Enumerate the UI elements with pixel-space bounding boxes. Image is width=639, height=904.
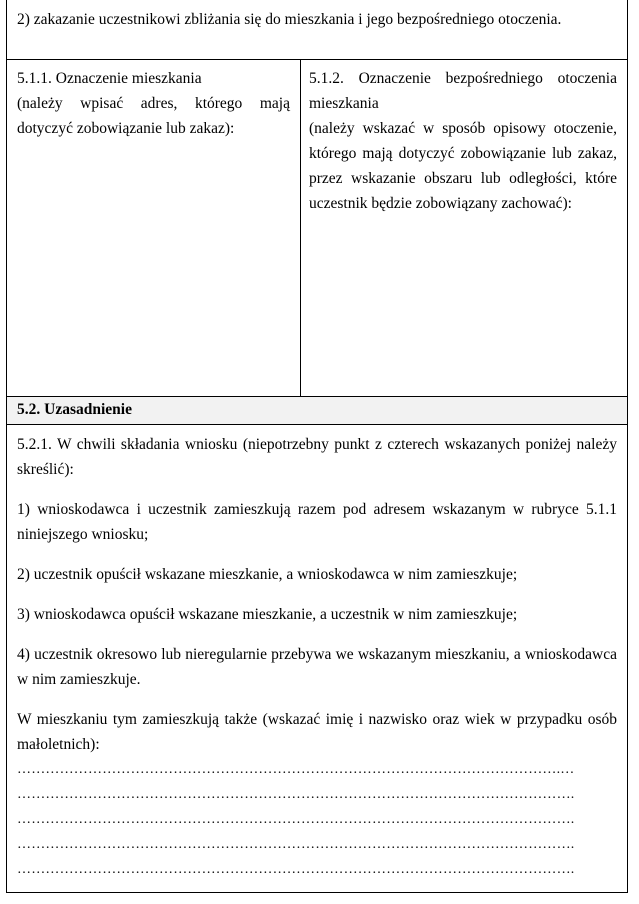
- address-row: [7, 60, 627, 397]
- dwelling-designation-note: (należy wpisać adres, którego mają dotyczyć zobowiązanie lub zakaz):: [17, 95, 290, 137]
- justification-body: [7, 425, 627, 892]
- item-2-row: [7, 0, 627, 60]
- justification-title: 5.2. Uzasadnienie: [17, 401, 132, 418]
- surroundings-designation-heading: 5.1.2. Oznaczenie bezpośredniego otoczenia mieszkania: [309, 70, 617, 112]
- item-2-text: 2) zakazanie uczestnikowi zbliżania się do mieszkania i jego bezpośredniego otoczenia.: [17, 11, 562, 28]
- dotted-line-2[interactable]: ……………………………………………………………………………………………………….: [17, 787, 575, 802]
- dotted-line-5[interactable]: ……………………………………………………………………………………………………….: [17, 862, 575, 877]
- dotted-line-3[interactable]: ……………………………………………………………………………………………………….: [17, 812, 575, 827]
- dotted-line-4[interactable]: ……………………………………………………………………………………………………….: [17, 837, 575, 852]
- option-2: 2) uczestnik opuścił wskazane mieszkanie, a wnioskodawca w nim zamieszkuje;: [17, 566, 518, 583]
- dwelling-designation-cell[interactable]: [7, 60, 301, 396]
- residents-prompt: W mieszkaniu tym zamieszkują także (wskazać imię i nazwisko oraz wiek w przypadku osób małoletnich):: [17, 711, 617, 753]
- justification-header: [7, 397, 627, 425]
- dotted-line-1[interactable]: …………………………………………………………………………………………………….…: [17, 762, 575, 777]
- option-3: 3) wnioskodawca opuścił wskazane mieszkanie, a uczestnik w nim zamieszkuje;: [17, 606, 518, 623]
- surroundings-designation-cell[interactable]: [301, 60, 627, 396]
- justification-intro: 5.2.1. W chwili składania wniosku (niepotrzebny punkt z czterech wskazanych poniżej należy skreślić):: [17, 436, 617, 478]
- application-form: [6, 0, 628, 893]
- surroundings-designation-note: (należy wskazać w sposób opisowy otoczenie, którego mają dotyczyć zobowiązanie lub zakaz, przez wskazanie obszaru lub odległości, które uczestnik będzie zobowiązany zachować):: [309, 120, 617, 212]
- option-1: 1) wnioskodawca i uczestnik zamieszkują razem pod adresem wskazanym w rubryce 5.1.1 niniejszego wniosku;: [17, 501, 617, 543]
- dwelling-designation-heading: 5.1.1. Oznaczenie mieszkania: [17, 70, 202, 87]
- option-4: 4) uczestnik okresowo lub nieregularnie przebywa we wskazanym mieszkaniu, a wnioskodawca w nim zamieszkuje.: [17, 646, 617, 688]
